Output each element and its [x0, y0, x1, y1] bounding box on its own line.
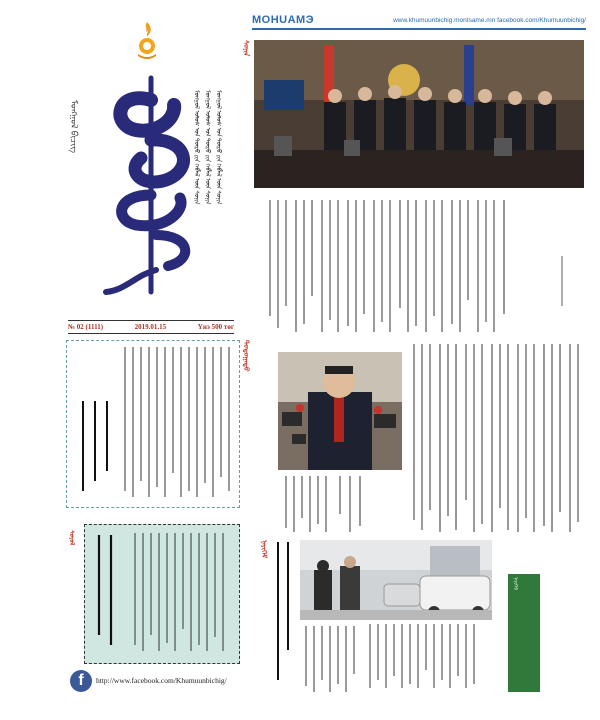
section-label-top: ᠰᠣᠨᠢᠨ: [242, 40, 250, 57]
culture-box: [84, 524, 240, 664]
middle-article-text-lines: [406, 340, 584, 536]
header-links[interactable]: www.khumuunbichig.montsame.mn facebook.com/Khumuunbichig/: [393, 16, 586, 24]
culture-box-text-lines: [85, 525, 235, 659]
issue-number: № 02 (1111): [68, 323, 104, 331]
section-label-middle: ᠳᠣᠲᠣᠭᠠᠳᠤ: [242, 340, 250, 372]
masthead-left-script: ᠮᠣᠩᠭᠣᠯ ᠪᠢᠴᠢᠭ: [69, 100, 79, 154]
interview-caption-lines: [280, 474, 402, 534]
soyombo-flame-icon: [134, 20, 160, 60]
press-conference-photo: [254, 40, 584, 188]
masthead-subtitle-2: ᠮᠣᠩᠭᠣᠯ ᠤᠯᠤᠰ ᠤᠨ ᠲᠥᠷᠥ ᠶᠢᠨ ᠬᠡᠪᠯᠡᠯ ᠦᠨ ᠰᠣᠨᠢᠨ: [204, 90, 210, 205]
issue-bar: [68, 320, 234, 334]
brand-name: MOHUAMЭ: [252, 14, 315, 26]
masthead-subtitle-3: ᠮᠣᠩᠭᠣᠯ ᠤᠯᠤᠰ ᠤᠨ ᠲᠥᠷᠥ ᠶᠢᠨ ᠬᠡᠪᠯᠡᠯ ᠦᠨ ᠰᠣᠨᠢᠨ: [215, 90, 221, 205]
lead-article-body: [262, 196, 580, 336]
green-note-text: ᠨᠡᠶᠢᠭᠡᠮ: [512, 577, 517, 591]
left-article-box: [66, 340, 240, 508]
lead-article-text-lines: [262, 196, 580, 336]
issue-date: 2019.01.15: [134, 323, 167, 331]
society-article-text-lines-right: [360, 580, 500, 692]
facebook-url[interactable]: http://www.facebook.com/Khumuunbichig/: [96, 676, 227, 685]
masthead-logo: [96, 70, 206, 300]
interview-photo: [278, 352, 402, 470]
facebook-icon[interactable]: f: [70, 670, 92, 692]
masthead-subtitle-1: ᠮᠣᠩᠭᠣᠯ ᠤᠯᠤᠰ ᠤᠨ ᠲᠥᠷᠥ ᠶᠢᠨ ᠬᠡᠪᠯᠡᠯ ᠦᠨ ᠰᠣᠨᠢᠨ: [193, 90, 199, 205]
issue-price: Үнэ 500 төг: [197, 323, 234, 331]
society-headline-lines: [270, 540, 298, 690]
left-article-text-lines: [67, 341, 235, 503]
site-header: [252, 12, 586, 30]
section-label-culture: ᠰᠣᠶᠣᠯ: [68, 530, 74, 546]
green-note-box: [508, 574, 540, 692]
section-label-society: ᠨᠡᠶᠢᠭᠡᠮ: [260, 540, 268, 559]
